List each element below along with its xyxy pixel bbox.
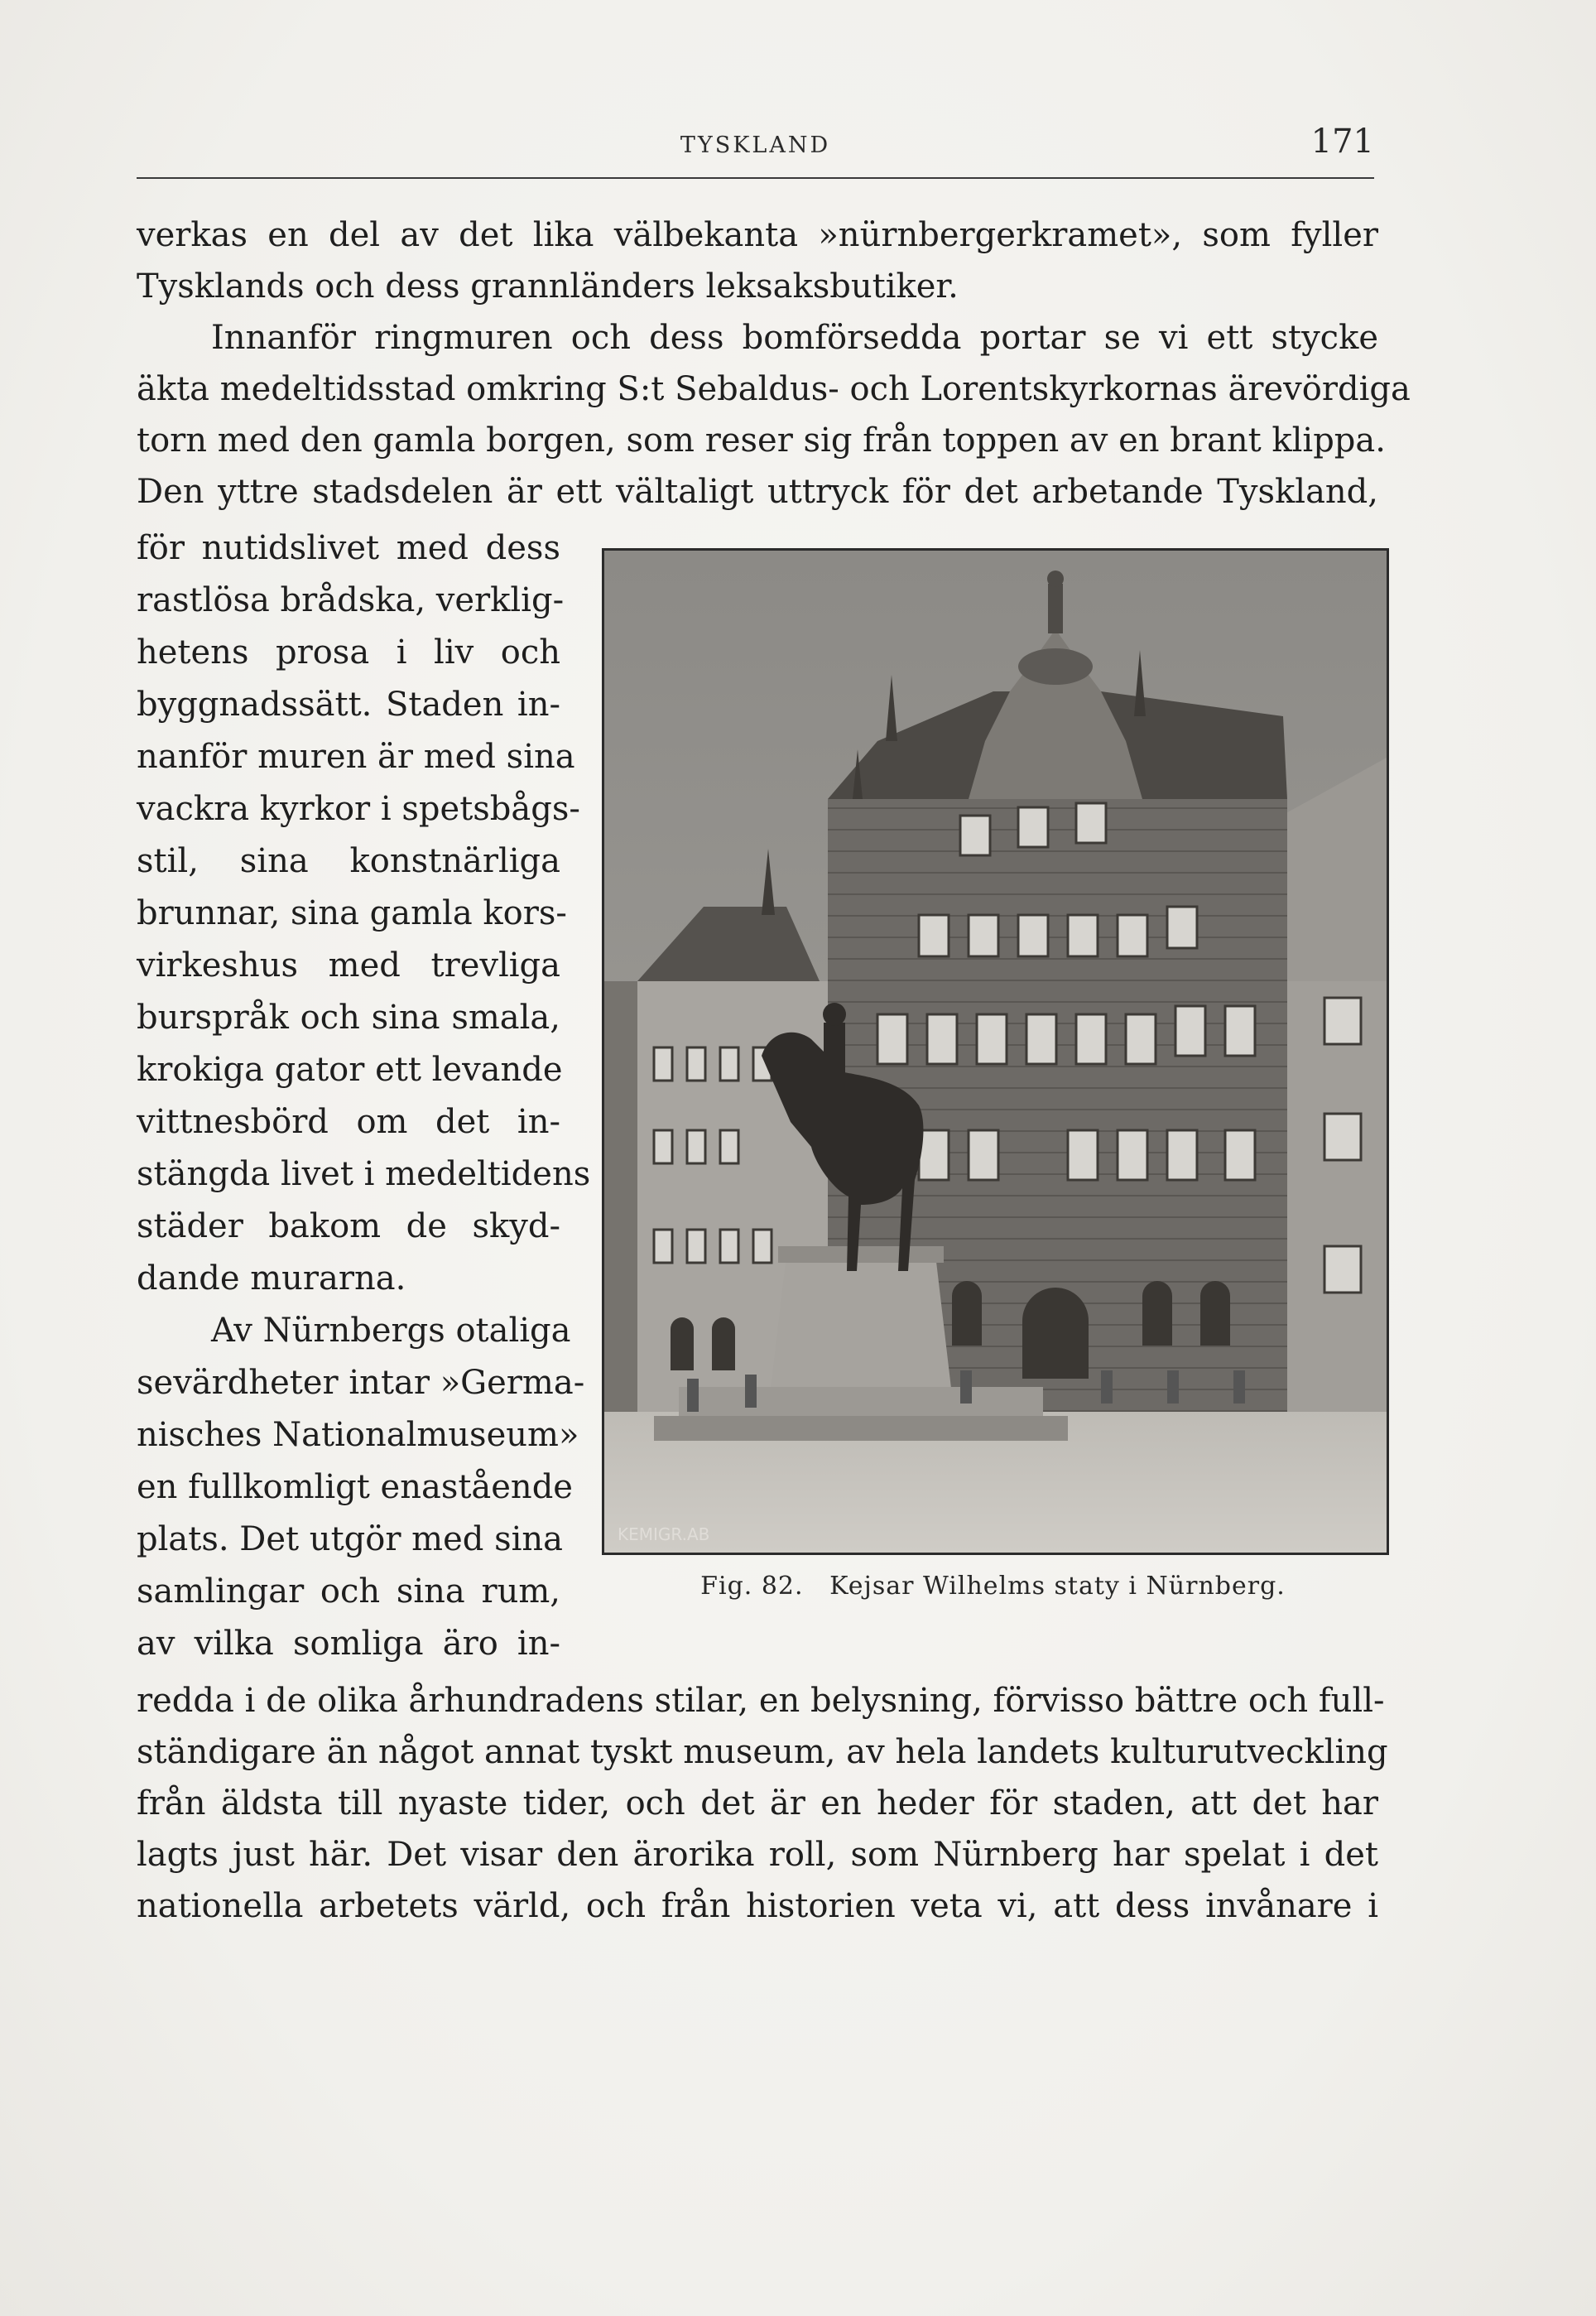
text-line: äkta medeltidsstad omkring S:t Sebaldus- och Lorentskyrkornas ärevördiga (137, 370, 1411, 408)
text-line: en fullkomligt enastående (137, 1468, 573, 1506)
text-line: nanför muren är med sina (137, 738, 575, 776)
text-line: sevärdheter intar »Germa- (137, 1364, 585, 1402)
text-line: vackra kyrkor i spetsbågs- (137, 790, 580, 828)
text-line: virkeshus med trevliga (137, 946, 560, 985)
text-line: Tysklands och dess grannländers leksaksbutiker. (137, 267, 959, 306)
photo-signature: KEMIGR.AB (618, 1524, 710, 1544)
text-line: Innanför ringmuren och dess bomförsedda portar se vi ett stycke (211, 319, 1378, 357)
text-line: verkas en del av det lika välbekanta »nürnbergerkramet», som fyller (137, 216, 1378, 254)
text-line: dande murarna. (137, 1259, 406, 1298)
page-number: 171 (1310, 123, 1374, 161)
text-line: för nutidslivet med dess (137, 529, 560, 567)
text-line: krokiga gator ett levande (137, 1051, 563, 1089)
running-title: TYSKLAND (680, 132, 831, 158)
text-line: brunnar, sina gamla kors- (137, 894, 567, 932)
text-line: Den yttre stadsdelen är ett vältaligt uttryck för det arbetande Tyskland, (137, 473, 1378, 511)
building-statue-illustration (604, 551, 1387, 1553)
text-line: hetens prosa i liv och (137, 633, 560, 672)
text-line: redda i de olika århundradens stilar, en belysning, förvisso bättre och full- (137, 1682, 1385, 1720)
caption-label: Fig. 82. (700, 1572, 804, 1601)
text-line: stil, sina konstnärliga (137, 842, 560, 880)
text-line: nationella arbetets värld, och från historien veta vi, att dess invånare i (137, 1887, 1378, 1925)
text-line: torn med den gamla borgen, som reser sig från toppen av en brant klippa. (137, 421, 1386, 460)
text-line: städer bakom de skyd- (137, 1207, 560, 1245)
text-line: av vilka somliga äro in- (137, 1625, 560, 1663)
text-line: stängda livet i medeltidens (137, 1155, 591, 1193)
figure-caption (602, 1572, 1384, 1601)
figure-photograph (602, 548, 1389, 1555)
text-line: lagts just här. Det visar den ärorika roll, som Nürnberg har spelat i det (137, 1836, 1378, 1874)
header-rule (137, 177, 1374, 179)
text-line: ständigare än något annat tyskt museum, av hela landets kulturutveckling (137, 1733, 1388, 1771)
text-line: nisches Nationalmuseum» (137, 1416, 579, 1454)
text-line: från äldsta till nyaste tider, och det är en heder för staden, att det har (137, 1784, 1378, 1822)
text-line: samlingar och sina rum, (137, 1572, 560, 1611)
text-line: byggnadssätt. Staden in- (137, 686, 560, 724)
text-line: vittnesbörd om det in- (137, 1103, 560, 1141)
text-line: rastlösa brådska, verklig- (137, 581, 565, 619)
text-line: Av Nürnbergs otaliga (211, 1312, 571, 1350)
caption-text: Kejsar Wilhelms staty i Nürnberg. (829, 1572, 1286, 1601)
text-line: plats. Det utgör med sina (137, 1520, 564, 1558)
running-head (137, 123, 1374, 172)
text-line: burspråk och sina smala, (137, 999, 560, 1037)
